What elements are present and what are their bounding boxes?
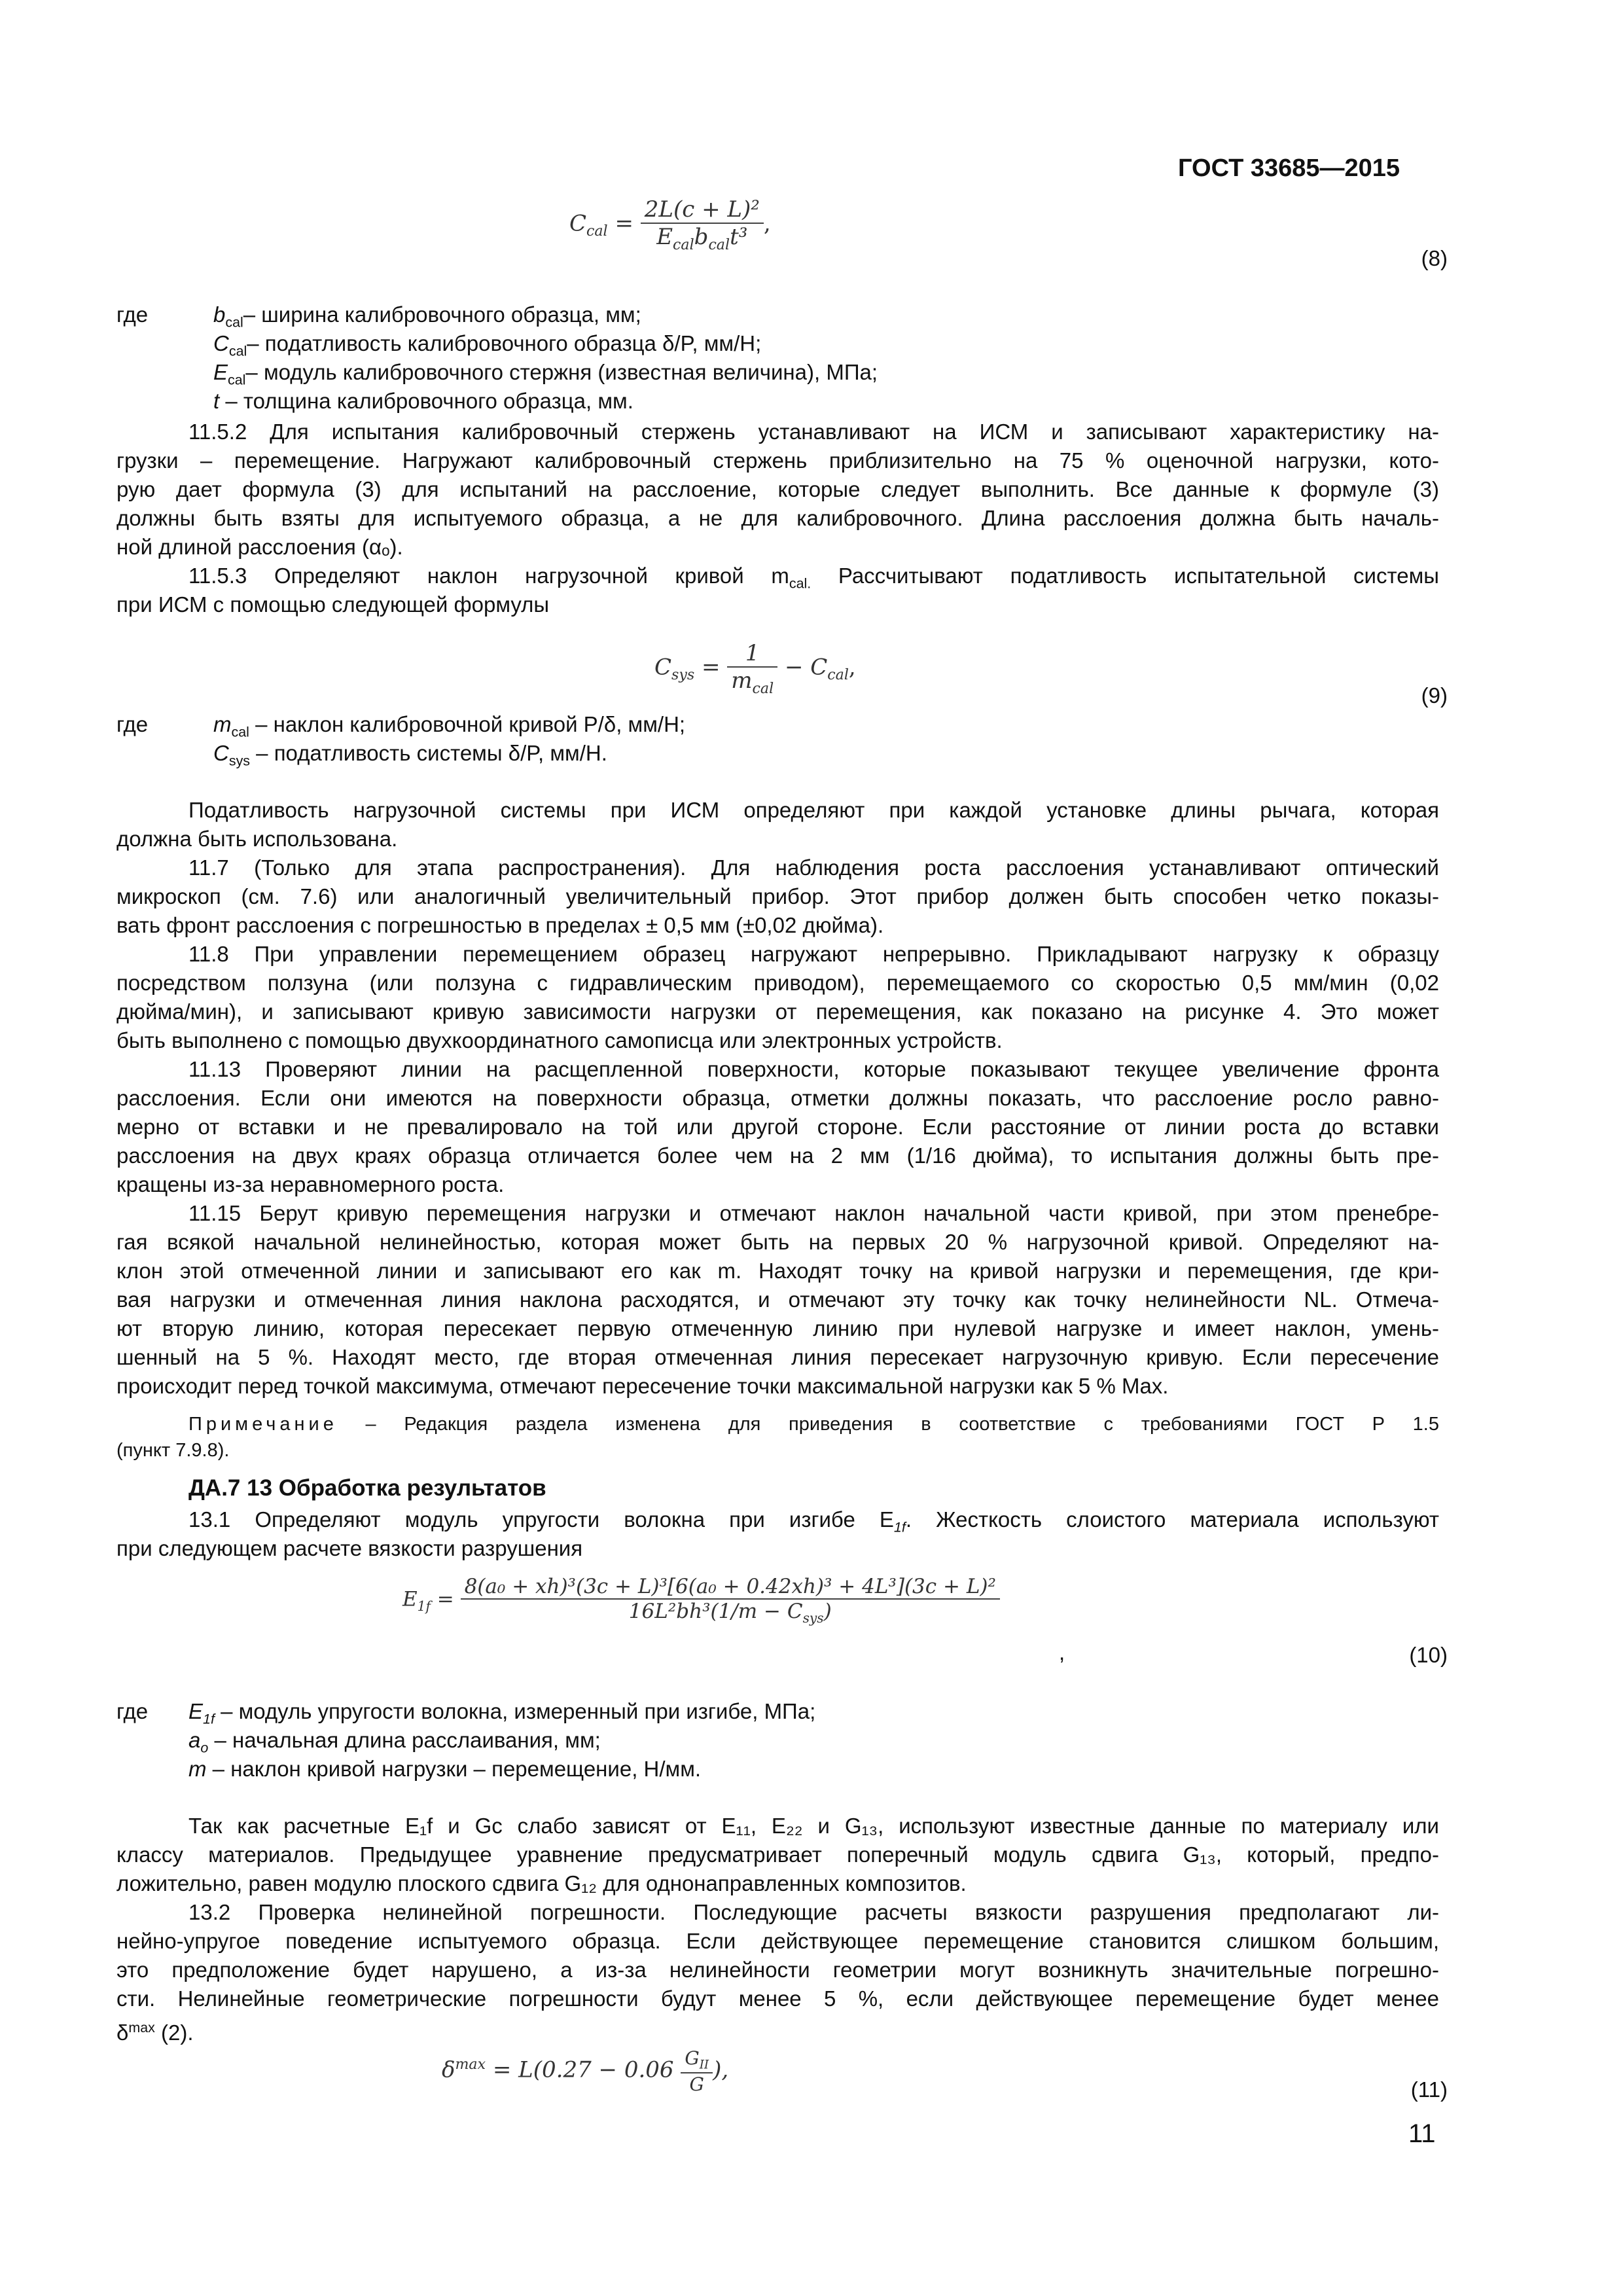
paragraph-11-13-line-5: кращены из-за неравномерного роста. xyxy=(116,1172,505,1196)
equation-number-11: (11) xyxy=(1410,2077,1448,2102)
equation-11: $\delta^{max} = L(0.27 - 0.06$ $\frac{G_{II}}{G}$ ), xyxy=(442,2047,729,2095)
paragraph-11-13-line-3: мерно от вставки и не превалировало на той или другой стороне. Если расстояние от линии роста до вставки xyxy=(116,1115,1439,1139)
where-label-10: где xyxy=(116,1699,149,1723)
definition-e-cal: $E_{cal}-$ модуль калибровочного стержня (известная величина), МПа; xyxy=(213,360,878,388)
paragraph-compliance-line-2: должна быть использована. xyxy=(116,827,398,851)
paragraph-11-5-2-line-2: грузки – перемещение. Нагружают калибровочный стержень приблизительно на 75 % оценочной нагрузки, кото- xyxy=(116,448,1439,473)
paragraph-11-15-line-5: ют вторую линию, которая пересекает первую отмеченную линию при нулевой нагрузке и имеет наклон, умень- xyxy=(116,1316,1439,1340)
paragraph-11-15-line-2: гая всякой начальной нелинейностью, которая может быть на первых 20 % нагрузочной кривой. Определяют на- xyxy=(116,1230,1439,1254)
equation-number-10: (10) xyxy=(1409,1643,1448,1667)
definition-t: t – толщина калибровочного образца, мм. xyxy=(213,389,633,413)
paragraph-11-5-2-line-3: рую дает формула (3) для испытаний на расслоение, которые следует выполнить. Все данные к формуле (3) xyxy=(116,477,1439,501)
paragraph-11-13-line-4: расслоения на двух краях образца отличается более чем на 2 мм (1/16 дюйма), то испытания должны быть пре- xyxy=(116,1143,1439,1168)
paragraph-13-2-line-4: сти. Нелинейные геометрические погрешности будут менее 5 %, если действующее перемещение будет менее xyxy=(116,1986,1439,2011)
page-number: 11 xyxy=(1408,2119,1436,2148)
where-label: где xyxy=(116,302,149,327)
paragraph-11-5-2-line-1: 11.5.2 Для испытания калибровочный стержень устанавливают на ИСМ и записывают характеристику на- xyxy=(188,420,1439,444)
paragraph-11-15-line-3: клон этой отмеченной линии и записывают его как m. Находят точку на кривой нагрузки и перемещения, где кри- xyxy=(116,1259,1439,1283)
paragraph-since-line-1: Так как расчетные E₁f и Gc слабо зависят от E₁₁, E₂₂ и G₁₃, используют известные данные по материалу или xyxy=(188,1814,1439,1838)
section-heading: ДА.7 13 Обработка результатов xyxy=(188,1475,546,1501)
definition-b-cal: $b_{cal}-$ ширина калибровочного образца, мм; xyxy=(213,302,641,331)
paragraph-11-15-line-1: 11.15 Берут кривую перемещения нагрузки и отмечают наклон начальной части кривой, при этом пренебре- xyxy=(188,1201,1439,1225)
paragraph-11-7-line-1: 11.7 (Только для этапа распространения). Для наблюдения роста расслоения устанавливают оптический xyxy=(188,855,1439,880)
paragraph-13-2-line-1: 13.2 Проверка нелинейной погрешности. Последующие расчеты вязкости разрушения предполагают ли- xyxy=(188,1900,1439,1924)
equation-10-comma: , xyxy=(1059,1640,1065,1664)
definition-e1f: $E_{1f}$ – модуль упругости волокна, измеренный при изгибе, МПа; xyxy=(188,1699,816,1727)
paragraph-11-8-line-1: 11.8 При управлении перемещением образец нагружают непрерывно. Прикладывают нагрузку к образцу xyxy=(188,942,1439,966)
paragraph-11-5-3-line-2: при ИСМ с помощью следующей формулы xyxy=(116,592,550,617)
paragraph-since-line-3: ложительно, равен модулю плоского сдвига G₁₂ для однонаправленных композитов. xyxy=(116,1871,967,1895)
paragraph-11-5-2-line-4: должны быть взяты для испытуемого образца, а не для калибровочного. Длина расслоения должна быть началь- xyxy=(116,506,1439,530)
paragraph-11-7-line-3: вать фронт расслоения с погрешностью в пределах ± 0,5 мм (±0,02 дюйма). xyxy=(116,913,884,937)
equation-9: $C_{sys}$ = $\frac{1}{m_{cal}}$ − $C_{cal}$, xyxy=(654,640,856,697)
paragraph-11-7-line-2: микроскоп (см. 7.6) или аналогичный увеличительный прибор. Этот прибор должен быть способен четко показы- xyxy=(116,884,1439,908)
paragraph-13-2-line-3: это предположение будет нарушено, а из-за нелинейности геометрии могут возникнуть значительные погрешно- xyxy=(116,1958,1439,1982)
paragraph-since-line-2: классу материалов. Предыдущее уравнение предусматривает поперечный модуль сдвига G₁₃, который, предпо- xyxy=(116,1842,1439,1867)
paragraph-11-8-line-4: быть выполнено с помощью двухкоординатного самописца или электронных устройств. xyxy=(116,1028,1003,1052)
paragraph-compliance-line-1: Податливость нагрузочной системы при ИСМ определяют при каждой установке длины рычага, которая xyxy=(188,798,1439,822)
paragraph-11-5-3-line-1: 11.5.3 Определяют наклон нагрузочной кривой $m_{cal.}$ Рассчитывают податливость испытательной системы xyxy=(188,564,1439,592)
paragraph-11-15-line-6: шенный на 5 %. Находят место, где вторая отмеченная линия пересекает нагрузочную кривую. Если пересечение xyxy=(116,1345,1439,1369)
equation-8: $C_{cal}$ = $\frac{\text{2L(c + L)²}}{E_{cal}b_{cal}t^3}$ , xyxy=(569,196,771,253)
paragraph-11-15-line-4: вая нагрузки и отмеченная линия наклона расходятся, и отмечают эту точку как точку нелинейности NL. Отмеча- xyxy=(116,1287,1439,1312)
paragraph-11-13-line-1: 11.13 Проверяют линии на расщепленной поверхности, которые показывают текущее увеличение фронта xyxy=(188,1057,1439,1081)
paragraph-11-15-line-7: происходит перед точкой максимума, отмечают пересечение точки максимальной нагрузки как 5 % Max. xyxy=(116,1374,1169,1398)
definition-m: m – наклон кривой нагрузки – перемещение, Н/мм. xyxy=(188,1757,702,1781)
note-line-2: (пункт 7.9.8). xyxy=(116,1440,230,1461)
where-label-9: где xyxy=(116,712,149,736)
definition-m-cal: $m_{cal}$ – наклон калибровочной кривой P/δ, мм/Н; xyxy=(213,712,686,740)
definition-a0: $a_o$ – начальная длина расслаивания, мм; xyxy=(188,1728,601,1756)
paragraph-11-8-line-3: дюйма/мин), и записывают кривую зависимости нагрузки от перемещения, как показано на рисунке 4. Это может xyxy=(116,999,1439,1024)
equation-number-8: (8) xyxy=(1421,246,1448,270)
paragraph-13-1-line-1: 13.1 Определяют модуль упругости волокна при изгибе $E_{1f}$. Жесткость слоистого материала используют xyxy=(188,1507,1439,1535)
document-header: ГОСТ 33685—2015 xyxy=(1178,154,1400,182)
paragraph-11-8-line-2: посредством ползуна (или ползуна с гидравлическим приводом), перемещаемого со скоростью 0,5 мм/мин (0,02 xyxy=(116,971,1439,995)
definition-c-sys: $C_{sys}$ – податливость системы δ/P, мм/Н. xyxy=(213,741,607,769)
paragraph-11-5-2-line-5: ной длиной расслоения (αₒ). xyxy=(116,535,403,559)
paragraph-13-2-line-2: нейно-упругое поведение испытуемого образца. Если действующее перемещение становится слишком большим, xyxy=(116,1929,1439,1953)
paragraph-13-2-line-5: $\delta^{max}$ (2). xyxy=(116,2020,194,2045)
definition-c-cal: $C_{cal}-$ податливость калибровочного образца δ/P, мм/Н; xyxy=(213,331,762,359)
paragraph-13-1-line-2: при следующем расчете вязкости разрушения xyxy=(116,1536,583,1560)
paragraph-11-13-line-2: расслоения. Если они имеются на поверхности образца, отметки должны показать, что расслоение росло равно- xyxy=(116,1086,1439,1110)
equation-number-9: (9) xyxy=(1421,683,1448,708)
equation-10: $E_{1f}$ = $\frac{\text{8(a₀ + xh)³(3c + L)³[6(a₀ + 0.42xh)³ + 4L³](3c + L)²}}{16L^2bh^3(1/m - C_{sys})}$ xyxy=(402,1575,1000,1626)
note-line-1: Примечание – Редакция раздела изменена для приведения в соответствие с требованиями ГОСТ Р 1.5 xyxy=(188,1414,1439,1435)
